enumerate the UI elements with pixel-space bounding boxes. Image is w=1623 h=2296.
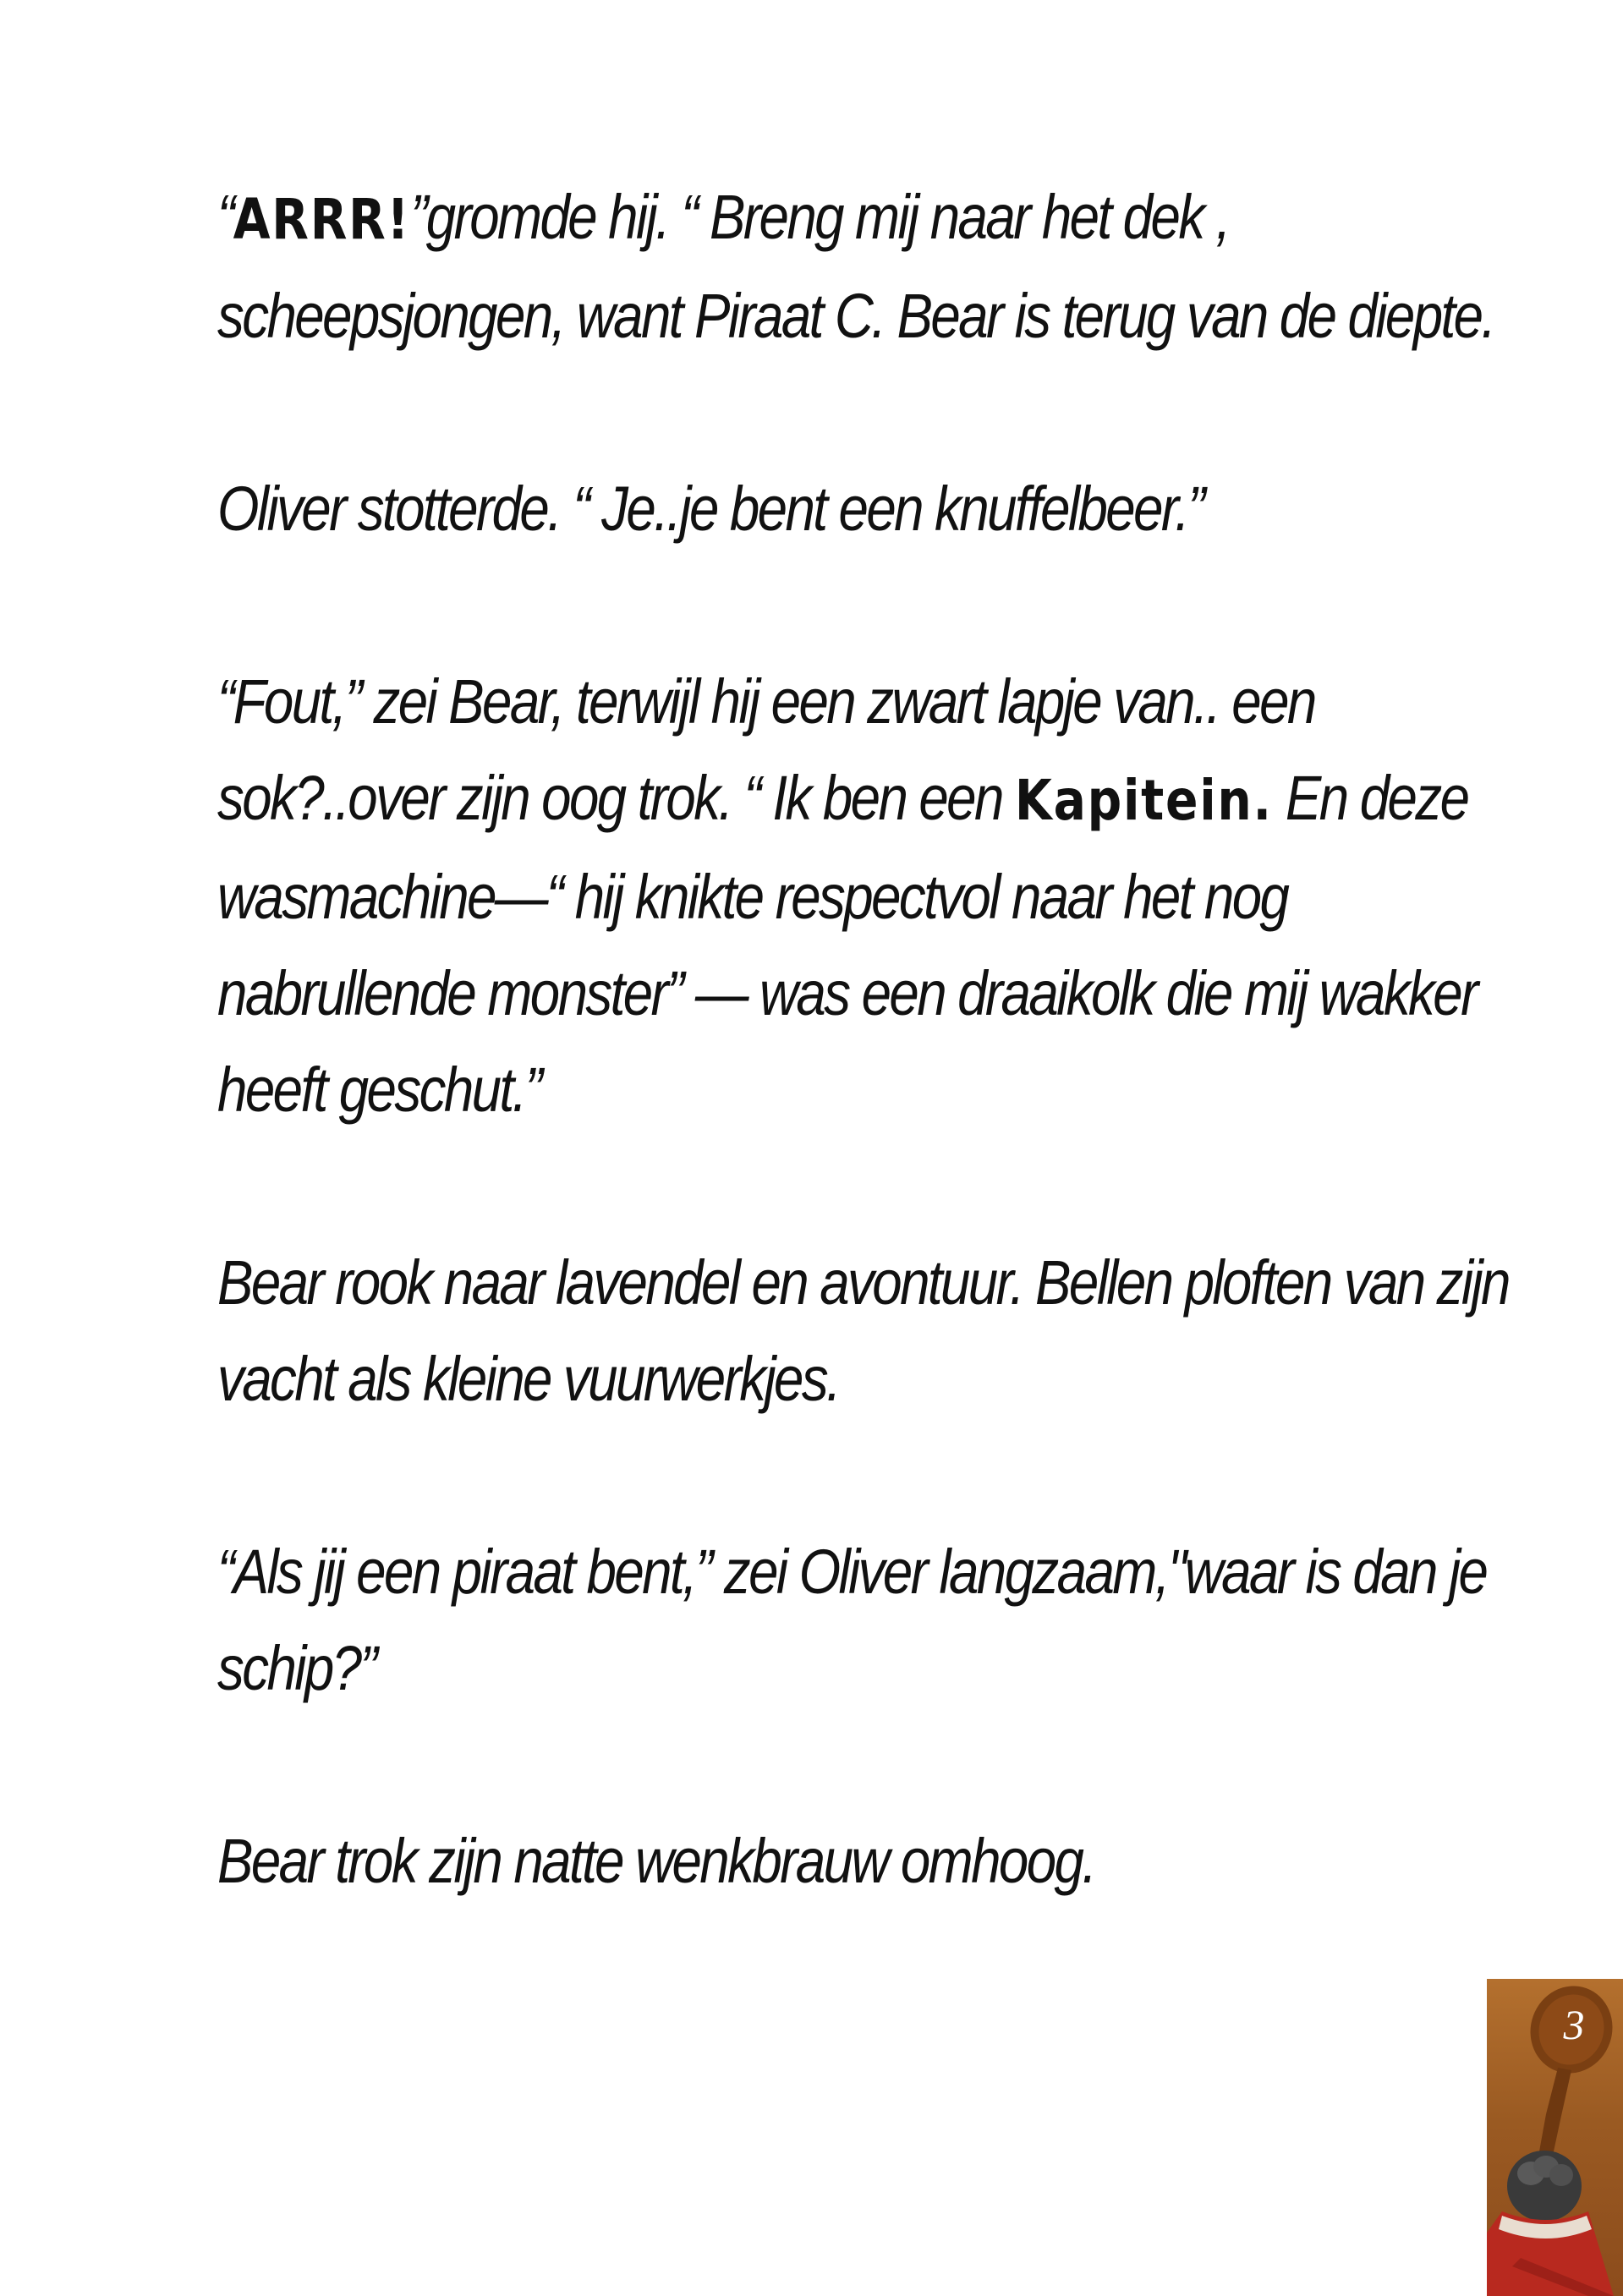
paragraph-5: “Als jij een piraat bent,” zei Oliver langzaam,"waar is dan je schip?” xyxy=(217,1537,1487,1703)
paragraph-6: Bear trok zijn natte wenkbrauw omhoog. xyxy=(217,1826,1095,1896)
paragraph-2: Oliver stotterde. “ Je..je bent een knuffelbeer.” xyxy=(217,474,1204,544)
story-text xyxy=(217,169,1509,2006)
page-number-tab xyxy=(1487,1979,1623,2296)
paragraph-4: Bear rook naar lavendel en avontuur. Bellen ploften van zijn vacht als kleine vuurwerkjes. xyxy=(217,1247,1509,1414)
paragraph-3: “Fout,” zei Bear, terwijl hij een zwart lapje van.. een sok?..over zijn oog trok. “ Ik ben een Kapitein. En deze wasmachine—“ hij knikte respectvol naar het nog nabrullende monster” — was een draaikolk die mij wakker heeft geschut.” xyxy=(217,666,1477,1125)
page-number: 3 xyxy=(1563,2001,1585,2048)
paragraph-1: “ARRR!”gromde hij. “ Breng mij naar het dek , scheepsjongen, want Piraat C. Bear is terug van de diepte. xyxy=(217,182,1494,351)
accent-word-arrr: ARRR! xyxy=(233,187,411,252)
accent-word-kapitein: Kapitein. xyxy=(1014,768,1273,833)
